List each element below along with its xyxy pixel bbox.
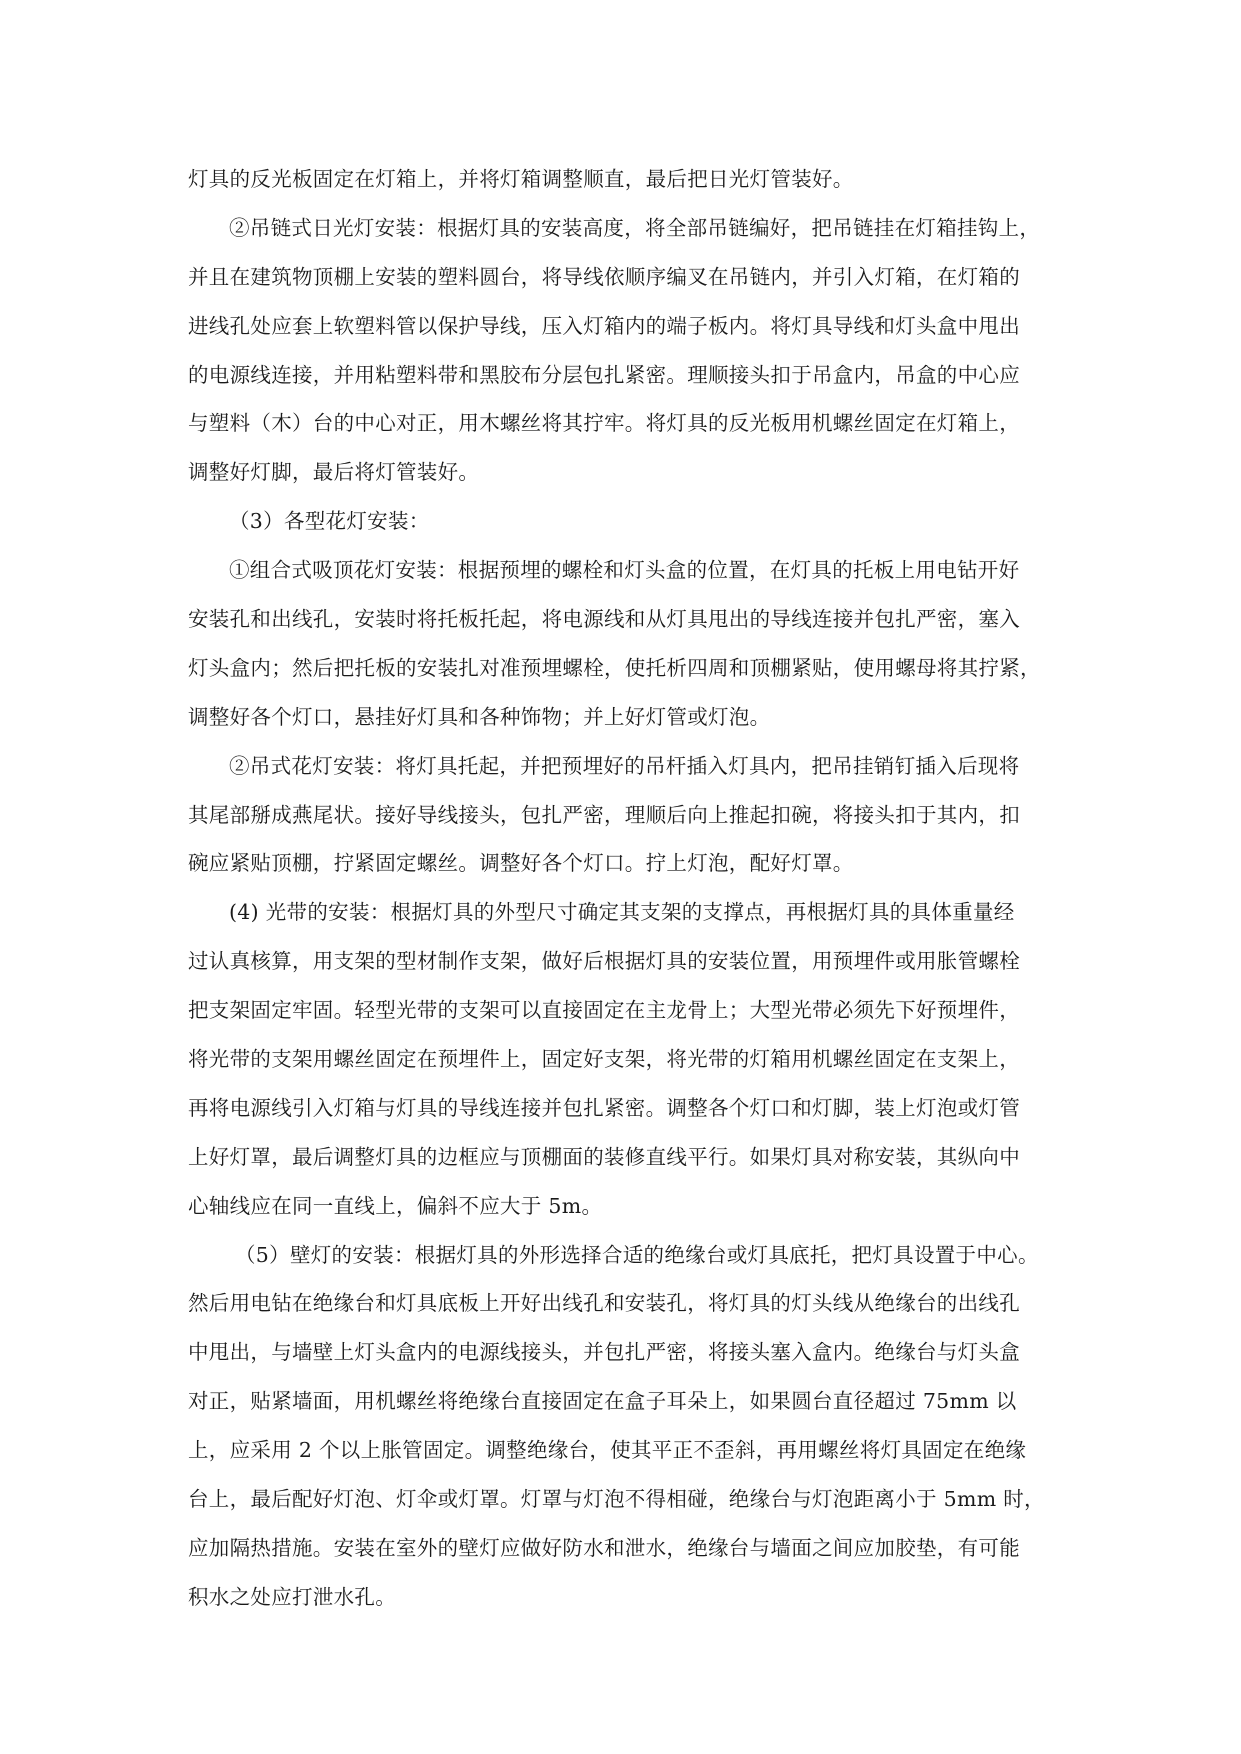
- text-line: 调整好各个灯口，悬挂好灯具和各种饰物；并上好灯管或灯泡。: [188, 704, 771, 729]
- text-line: 台上，最后配好灯泡、灯伞或灯罩。灯罩与灯泡不得相碰，绝缘台与灯泡距离小于 5mm 时，: [188, 1487, 1045, 1512]
- text-line: 灯具的反光板固定在灯箱上，并将灯箱调整顺直，最后把日光灯管装好。: [188, 167, 854, 191]
- text-line: 并且在建筑物顶棚上安装的塑料圆台，将导线依顺序编叉在吊链内，并引入灯箱，在灯箱的: [188, 264, 1020, 289]
- text-line: 上好灯罩，最后调整灯具的边框应与顶棚面的装修直线平行。如果灯具对称安装，其纵向中: [188, 1144, 1020, 1169]
- text-line: ①组合式吸顶花灯安装：根据预埋的螺栓和灯头盒的位置，在灯具的托板上用电钻开好: [229, 558, 1020, 583]
- text-line: 应加隔热措施。安装在室外的壁灯应做好防水和泄水，绝缘台与墙面之间应加胶垫，有可能: [188, 1535, 1020, 1560]
- text-line: 的电源线连接，并用粘塑料带和黑胶布分层包扎紧密。理顺接头扣于吊盒内，吊盒的中心应: [188, 362, 1020, 387]
- text-line: ②吊链式日光灯安装：根据灯具的安装高度，将全部吊链编好，把吊链挂在灯箱挂钩上，: [229, 215, 1041, 240]
- text-line: ②吊式花灯安装：将灯具托起，并把预埋好的吊杆插入灯具内，把吊挂销钉插入后现将: [229, 753, 1020, 778]
- text-line: 进线孔处应套上软塑料管以保护导线，压入灯箱内的端子板内。将灯具导线和灯头盒中甩出: [188, 313, 1020, 338]
- text-line: 过认真核算，用支架的型材制作支架，做好后根据灯具的安装位置，用预埋件或用胀管螺栓: [188, 949, 1020, 974]
- text-line: 再将电源线引入灯箱与灯具的导线连接并包扎紧密。调整各个灯口和灯脚，装上灯泡或灯管: [188, 1095, 1020, 1120]
- text-line: 灯头盒内；然后把托板的安装扎对准预埋螺栓，使托析四周和顶棚紧贴，使用螺母将其拧紧，: [188, 655, 1041, 680]
- text-line: 将光带的支架用螺丝固定在预埋件上，固定好支架，将光带的灯箱用机螺丝固定在支架上，: [188, 1047, 1020, 1072]
- text-line: 积水之处应打泄水孔。: [188, 1584, 396, 1609]
- text-line: 对正，贴紧墙面，用机螺丝将绝缘台直接固定在盒子耳朵上，如果圆台直径超过 75mm 以: [188, 1389, 1017, 1414]
- text-line: 与塑料（木）台的中心对正，用木螺丝将其拧牢。将灯具的反光板用机螺丝固定在灯箱上，: [188, 411, 1020, 436]
- section-heading: （5）壁灯的安装：根据灯具的外形选择合适的绝缘台或灯具底托，把灯具设置于中心。: [235, 1242, 1039, 1267]
- body-text: [188, 155, 1064, 1622]
- text-line: 其尾部掰成燕尾状。接好导线接头，包扎严密，理顺后向上推起扣碗，将接头扣于其内，扣: [188, 802, 1020, 827]
- text-line: 安装孔和出线孔，安装时将托板托起，将电源线和从灯具甩出的导线连接并包扎严密，塞入: [188, 607, 1020, 632]
- section-heading: (4) 光带的安装：根据灯具的外型尺寸确定其支架的支撑点，再根据灯具的具体重量经: [229, 900, 1015, 925]
- text-line: 调整好灯脚，最后将灯管装好。: [188, 460, 480, 485]
- text-line: 上，应采用 2 个以上胀管固定。调整绝缘台，使其平正不歪斜，再用螺丝将灯具固定在绝缘: [188, 1438, 1027, 1463]
- section-heading: （3）各型花灯安装：: [229, 509, 430, 534]
- text-line: 中甩出，与墙壁上灯头盒内的电源线接头，并包扎严密，将接头塞入盒内。绝缘台与灯头盒: [188, 1340, 1020, 1365]
- text-line: 然后用电钻在绝缘台和灯具底板上开好出线孔和安装孔，将灯具的灯头线从绝缘台的出线孔: [188, 1291, 1020, 1316]
- text-line: 碗应紧贴顶棚，拧紧固定螺丝。调整好各个灯口。拧上灯泡，配好灯罩。: [188, 851, 854, 876]
- text-line: 把支架固定牢固。轻型光带的支架可以直接固定在主龙骨上；大型光带必须先下好预埋件，: [188, 998, 1020, 1023]
- text-line: 心轴线应在同一直线上，偏斜不应大于 5m。: [188, 1193, 603, 1218]
